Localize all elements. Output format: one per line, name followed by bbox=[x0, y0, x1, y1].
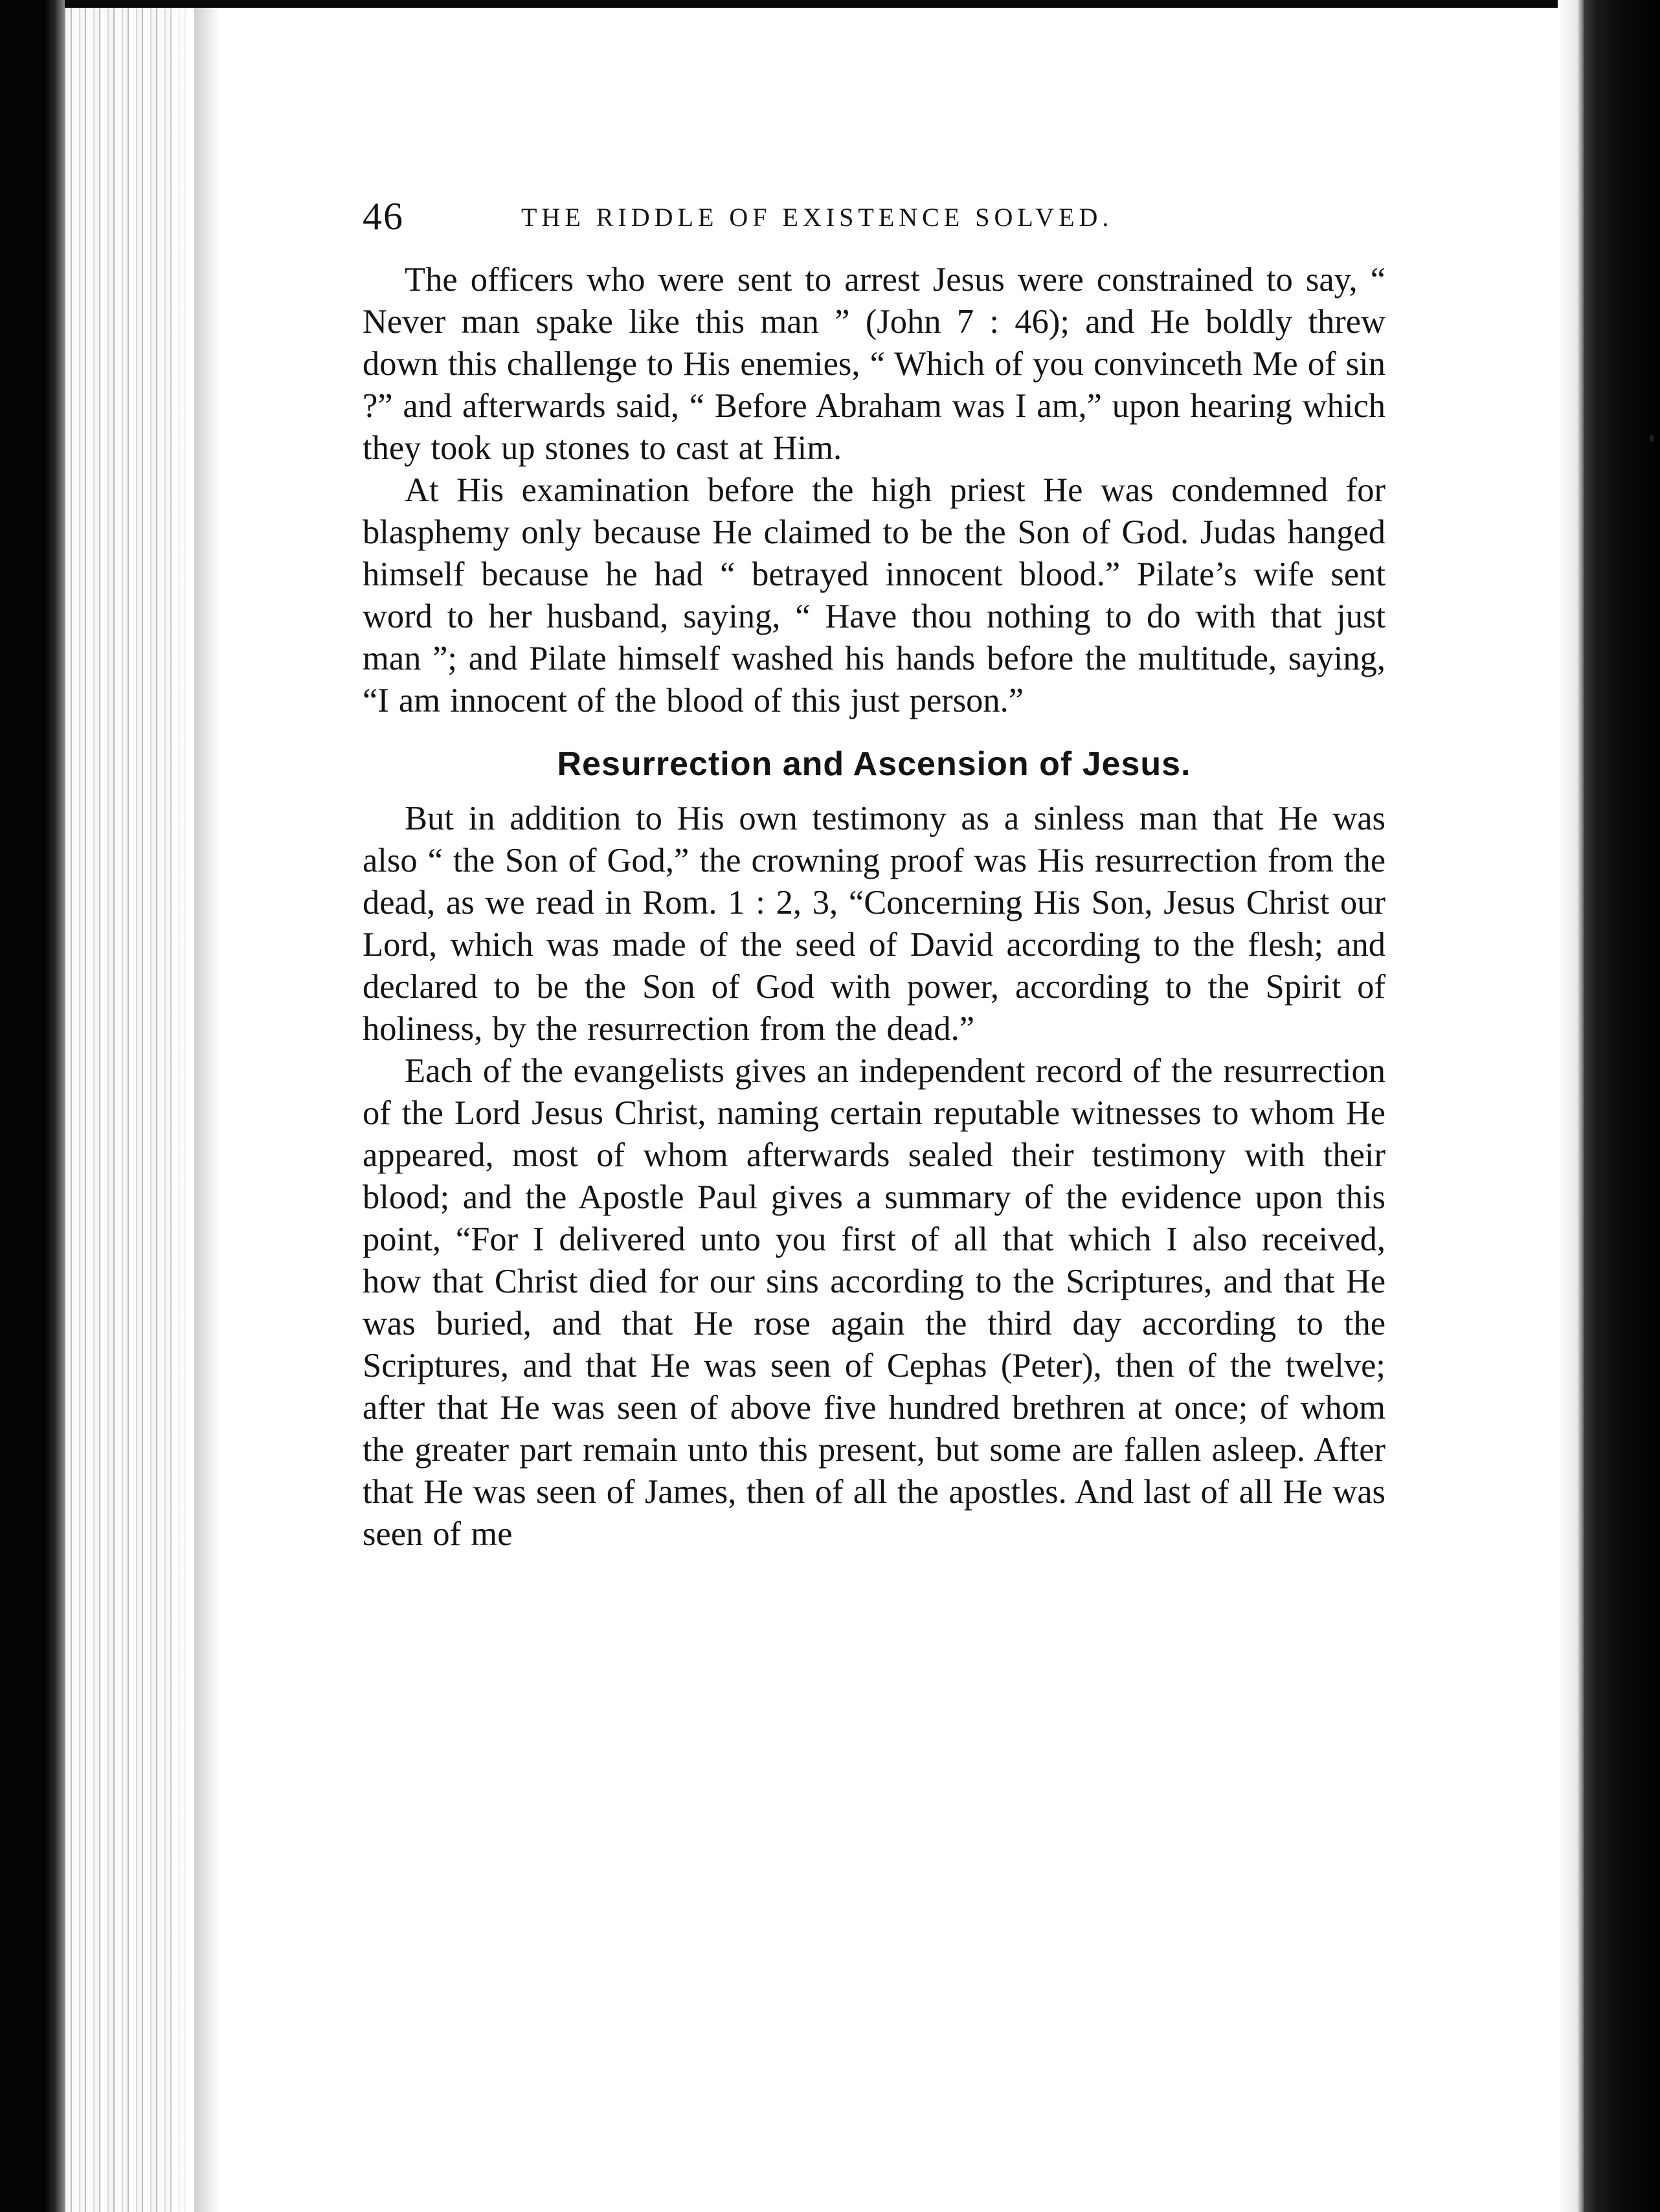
paragraph-officers: The officers who were sent to arrest Jesus were constrained to say, “ Never man spake like this man ” (John 7 : 46); and He boldly threw down this challenge to His enemies, “ Which of you convinceth Me of sin ?” and afterwards said, “ Before Abraham was I am,” upon hearing which they took up stones to cast at Him. bbox=[363, 261, 1385, 467]
spine-shadow bbox=[194, 8, 220, 2212]
scan-border-top bbox=[0, 0, 1660, 8]
paragraph-examination: At His examination before the high priest He was condemned for blasphemy only because He claimed to be the Son of God. Judas hanged himself because he had “ betrayed innocent blood.” Pilate’s wife sent word to her husband, saying, “ Have thou nothing to do with that just man ”; and Pilate himself washed his hands before the multitude, saying, “I am innocent of the blood of this just person.” bbox=[363, 471, 1385, 719]
book-page-edges bbox=[65, 8, 194, 2212]
paragraph-resurrection-proof: But in addition to His own testimony as a sinless man that He was also “ the Son of God,” the crowning proof was His resurrection from the dead, as we read in Rom. 1 : 2, 3, “Concerning His Son, Jesus Christ our Lord, which was made of the seed of David according to the flesh; and declared to be the Son of God with power, according to the Spirit of holiness, by the resurrection from the dead.” bbox=[363, 800, 1385, 1048]
running-head bbox=[363, 188, 1385, 259]
running-title: THE RIDDLE OF EXISTENCE SOLVED. bbox=[521, 203, 1114, 232]
page-right-edge bbox=[1558, 0, 1584, 2212]
stray-dot bbox=[1650, 435, 1654, 442]
section-heading: Resurrection and Ascension of Jesus. bbox=[557, 745, 1191, 783]
paragraph-evangelists: Each of the evangelists gives an independent record of the resurrection of the Lord Jesus Christ, naming certain reputable witnesses to whom He appeared, most of whom afterwards sealed their testimony with their blood; and the Apostle Paul gives a summary of the evidence upon this point, “For I delivered unto you first of all that which I also received, how that Christ died for our sins according to the Scriptures, and that He was buried, and that He rose again the third day according to the Scriptures, and that He was seen of Cephas (Peter), then of the twelve; after that He was seen of above five hundred brethren at once; of whom the greater part remain unto this present, but some are fallen asleep. After that He was seen of James, then of all the apostles. And last of all He was seen of me bbox=[363, 1052, 1385, 1553]
scan-border-left bbox=[0, 0, 65, 2212]
scan-border-right bbox=[1584, 0, 1660, 2212]
book-page bbox=[363, 188, 1385, 1555]
page-number: 46 bbox=[363, 195, 404, 238]
